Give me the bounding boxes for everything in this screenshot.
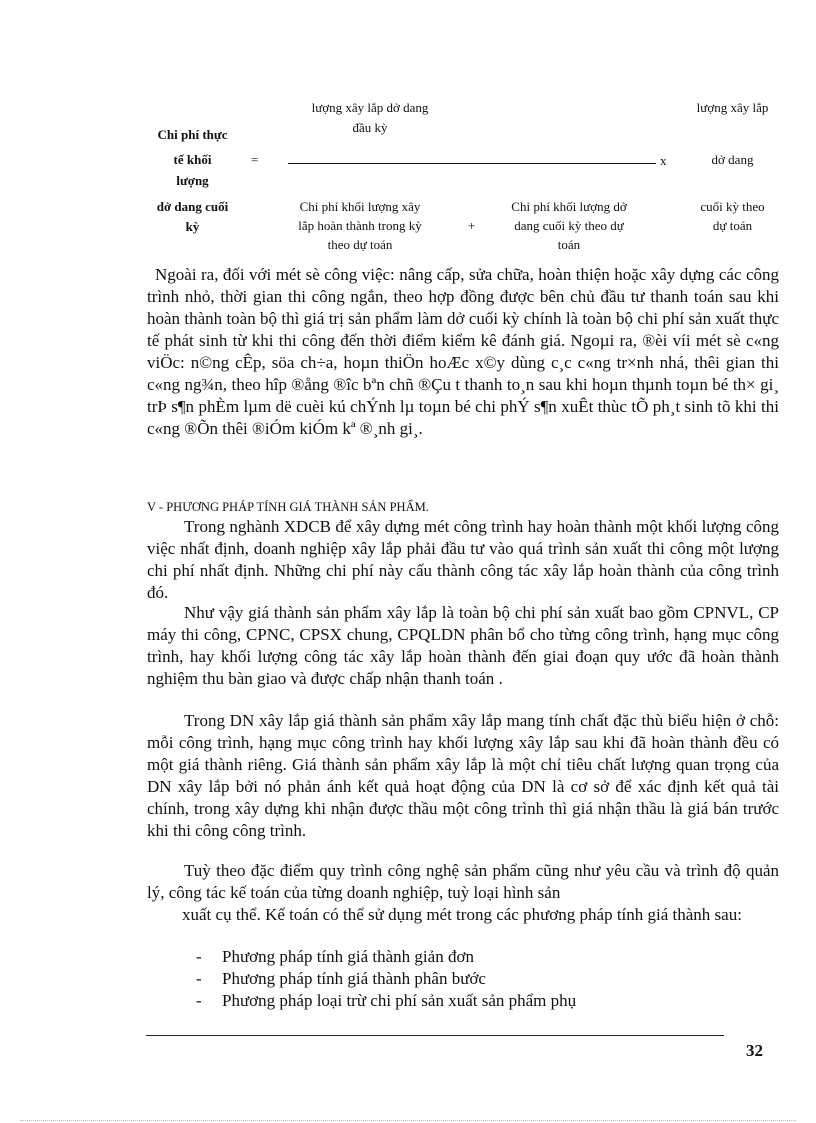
list-item <box>196 968 756 990</box>
page-bottom-border <box>20 1120 796 1122</box>
paragraph-5-part-2: xuất cụ thể. Kế toán có thể sử dụng mét trong các phương pháp tính giá thành sau: <box>182 905 742 924</box>
numerator-text-2: đầu kỳ <box>352 120 388 135</box>
plus-sign: + <box>468 218 476 233</box>
right-line-1: lượng xây lắp <box>696 100 769 115</box>
right-line-3: cuối kỳ theo <box>700 199 765 214</box>
denominator-2-line-1: Chi phí khối lượng dở <box>511 199 627 214</box>
lhs-line-3: lượng <box>176 173 209 188</box>
list-item-text: Phương pháp tính giá thành phân bước <box>222 969 486 988</box>
list-item <box>196 946 756 968</box>
list-marker: - <box>196 969 202 988</box>
lhs-line-5: kỳ <box>185 219 200 234</box>
denominator-1-line-1: Chi phí khối lượng xây <box>299 199 421 214</box>
right-line-2: dở dang <box>711 152 754 167</box>
list-item-text: Phương pháp loại trừ chi phí sản xuất sản phẩm phụ <box>222 991 577 1010</box>
method-list <box>196 946 756 1012</box>
paragraph-4: Trong DN xây lắp giá thành sản phẩm xây lắp mang tính chất đặc thù biểu hiện ở chỗ: mỗi công trình, hạng mục công trình hay khối lượng xây lắp sau khi đã hoàn thành đều có một giá thành riêng. Giá thành sản phẩm xây lắp là một chỉ tiêu chất lượng quan trọng của DN xây lắp bởi nó phản ánh kết quả hoạt động của DN là cơ sở để xác định kết quả tài chính, trong xây dựng khi nhận được thầu một công trình thì giá nhận thầu là giá bán trước khi thi công công trình. <box>147 711 779 840</box>
list-marker: - <box>196 991 202 1010</box>
times-sign: x <box>660 153 667 168</box>
lhs-line-1: Chi phí thực <box>157 127 228 142</box>
list-item <box>196 990 756 1012</box>
paragraph-2: Trong nghành XDCB để xây dựng mét công trình hay hoàn thành một khối lượng công việc nhất định, doanh nghiệp xây lắp phải đầu tư vào quá trình sản xuất thi công một lượng chi phí nhất định. Những chi phí này cấu thành công tác xây lắp hoàn thành của công trình đó. <box>147 517 779 602</box>
denominator-2-line-3: toán <box>557 237 581 252</box>
denominator-1-line-2: lắp hoàn thành trong kỳ <box>298 218 422 233</box>
fraction-line <box>288 163 656 164</box>
footer-rule <box>146 1035 724 1036</box>
lhs-line-2: tế khối <box>173 152 212 167</box>
denominator-1-line-3: theo dự toán <box>327 237 393 252</box>
paragraph-3: Như vậy giá thành sản phẩm xây lắp là toàn bộ chi phí sản xuất bao gồm CPNVL, CP máy thi công, CPNC, CPSX chung, CPQLDN phân bổ cho từng công trình, hạng mục công trình, hay khối lượng công tác xây lắp hoàn thành đến giai đoạn quy ước đã hoàn thành nghiệm thu bàn giao và được chấp nhận thanh toán . <box>147 603 779 688</box>
numerator-text-1: lượng xây lắp dở dang <box>311 100 429 115</box>
right-line-4: dự toán <box>712 218 753 233</box>
denominator-2-line-2: dang cuối kỳ theo dự <box>514 218 624 233</box>
page-number: 32 <box>746 1041 763 1060</box>
list-marker: - <box>196 947 202 966</box>
paragraph-1: Ngoài ra, đối với mét sè công việc: nâng cấp, sửa chữa, hoàn thiện hoặc xây dựng các công trình nhỏ, thời gian thi công ngắn, theo hợp đồng được bên chủ đầu tư thanh toán sau khi hoàn thành toàn bộ thì giá trị sản phẩm làm dở cuối kỳ chính là toàn bộ chi phí sản xuất thực tế phát sinh từ khi thi công đến thời điểm kiểm kê đánh giá. Ngoµi ra, ®èi víi mét sè c«ng viÖc: n©ng cÊp, söa ch÷a, hoµn thiÖn hoÆc x©y dùng c¸c c«ng tr×nh nhá, thêi gian thi c«ng ng¾n, theo hîp ®ång ®îc bªn chñ ®Çu t thanh to¸n sau khi hoµn thµnh toµn bé th× gi¸ trÞ s¶n phÈm lµm dë cuèi kú chÝnh lµ toµn bé chi phÝ s¶n xuÊt thùc tÕ ph¸t sinh tõ khi thi c«ng ®Õn thêi ®iÓm kiÓm kª ®¸nh gi¸. <box>147 265 779 438</box>
section-heading: V - PHƯƠNG PHÁP TÍNH GIÁ THÀNH SẢN PHẨM. <box>147 500 429 514</box>
list-item-text: Phương pháp tính giá thành giản đơn <box>222 947 474 966</box>
lhs-line-4: dở dang cuối <box>156 199 229 214</box>
equals-sign: = <box>251 152 259 167</box>
paragraph-5-part-1: Tuỳ theo đặc điểm quy trình công nghệ sản phẩm cũng như yêu cầu và trình độ quản lý, công tác kế toán của từng doanh nghiệp, tuỳ loại hình sản <box>147 861 779 902</box>
